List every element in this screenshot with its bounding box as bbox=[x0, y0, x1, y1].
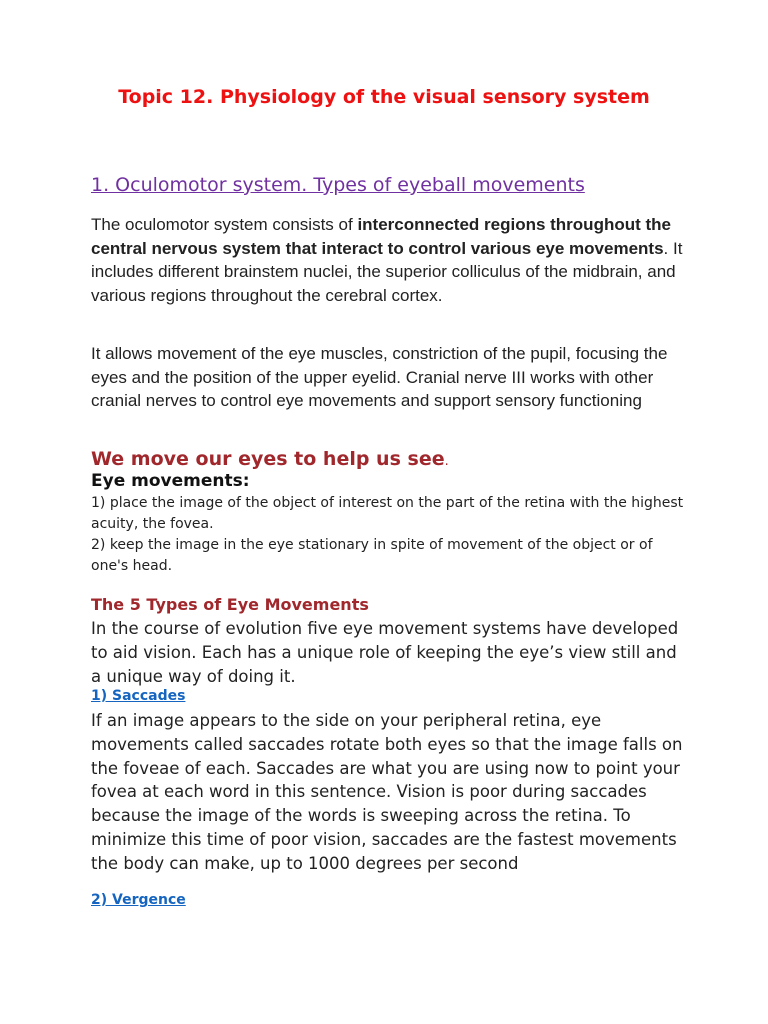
paragraph-oculomotor-system bbox=[91, 213, 691, 307]
document-title: Topic 12. Physiology of the visual sensory system bbox=[118, 86, 650, 108]
eye-movements-label: Eye movements: bbox=[91, 471, 250, 491]
subheading-text: We move our eyes to help us see bbox=[91, 448, 445, 470]
paragraph-bold-text: interconnected regions throughout the central nervous system that interact to control various eye movements bbox=[91, 215, 671, 258]
paragraph-types-intro: In the course of evolution five eye movement systems have developed to aid vision. Each has a unique role of keeping the eye’s view still and a unique way of doing it. bbox=[91, 619, 679, 686]
link-saccades[interactable]: 1) Saccades bbox=[91, 688, 186, 704]
link-vergence[interactable]: 2) Vergence bbox=[91, 892, 186, 908]
paragraph-eye-muscles: It allows movement of the eye muscles, constriction of the pupil, focusing the eyes and the position of the upper eyelid. Cranial nerve III works with other cranial nerves to control eye movements and support sensory functioning bbox=[91, 344, 668, 410]
purpose-item-1: 1) place the image of the object of interest on the part of the retina with the highest acuity, the fovea. bbox=[91, 495, 684, 532]
purpose-item-2: 2) keep the image in the eye stationary in spite of movement of the object or of one's head. bbox=[91, 537, 653, 574]
paragraph-text: . It includes different brainstem nuclei, the superior colliculus of the midbrain, and various regions throughout the cerebral cortex. bbox=[91, 238, 683, 305]
paragraph-text: The oculomotor system consists of bbox=[91, 215, 358, 234]
section-heading-oculomotor: 1. Oculomotor system. Types of eyeball movements bbox=[91, 174, 585, 196]
subheading-move-eyes bbox=[91, 448, 449, 470]
subheading-dot: . bbox=[444, 454, 449, 469]
subheading-five-types: The 5 Types of Eye Movements bbox=[91, 595, 369, 614]
paragraph-saccades: If an image appears to the side on your peripheral retina, eye movements called saccades rotate both eyes so that the image falls on the foveae of each. Saccades are what you are using now to point your fovea at each word in this sentence. Vision is poor during saccades because the image of the words is sweeping across the retina. To minimize this time of poor vision, saccades are the fastest movements the body can make, up to 1000 degrees per second bbox=[91, 711, 683, 873]
